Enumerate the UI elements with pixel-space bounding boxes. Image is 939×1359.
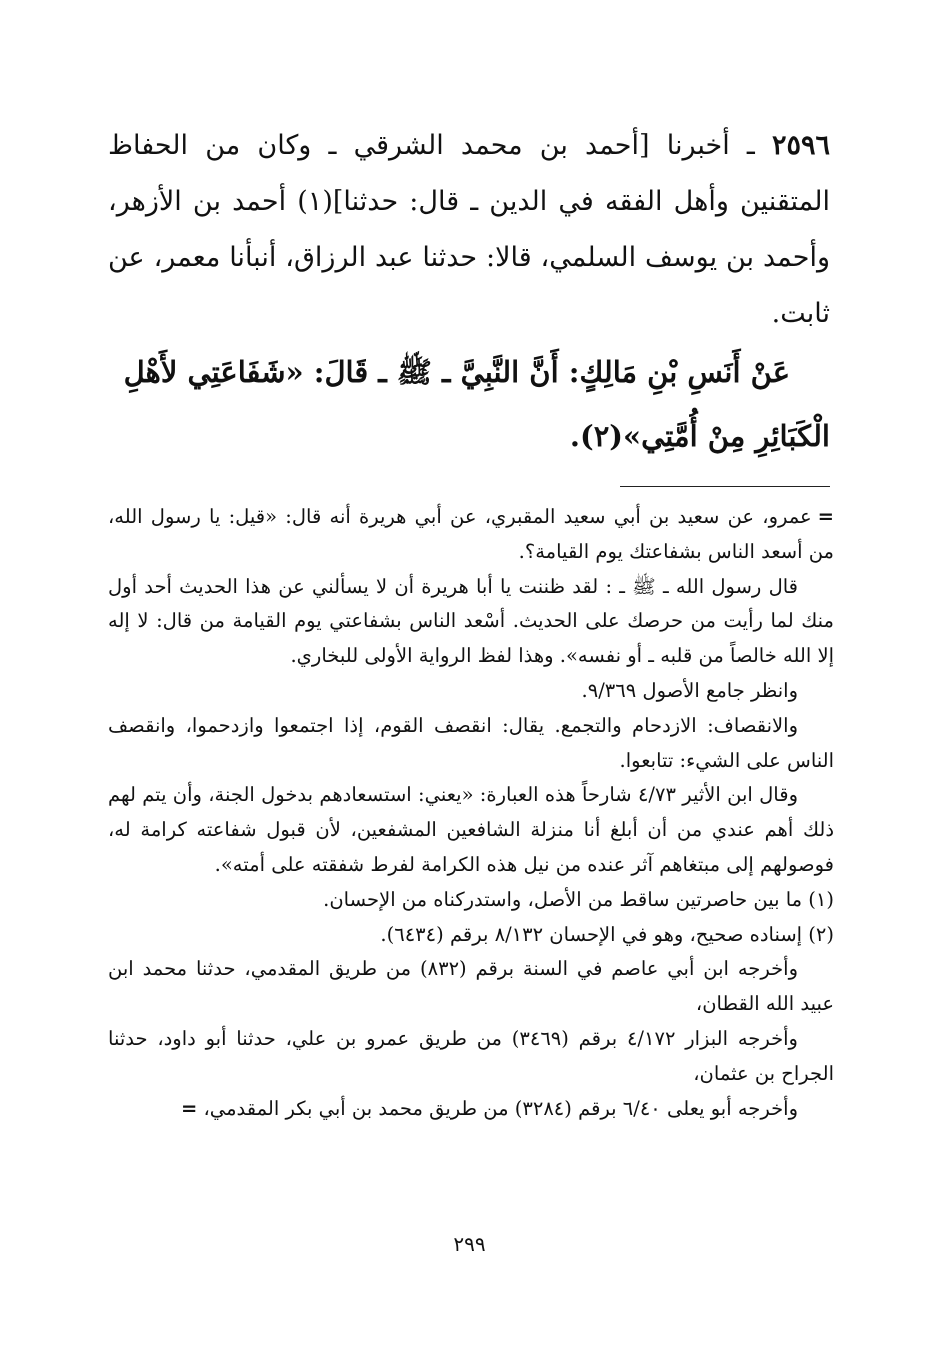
hadith-matn: عَنْ أَنَسِ بْنِ مَالِكٍ: أَنَّ النَّبِيَّ ـ ﷺ ـ قَالَ: «شَفَاعَتِي لأَهْلِ الْكَبَائِرِ مِنْ أُمَّتِي»(٢). xyxy=(123,355,830,453)
footnote-paragraph: والانقصاف: الازدحام والتجمع. يقال: انقصف القوم، إذا اجتمعوا وازدحموا، وانقصف الناس على الشيء: تتابعوا. xyxy=(108,713,834,772)
footnote-paragraph: وأخرجه البزار ٤/١٧٢ برقم (٣٤٦٩) من طريق عمرو بن علي، حدثنا أبو داود، حدثنا الجراح بن عثمان، xyxy=(108,1026,834,1085)
footnote-paragraph: وانظر جامع الأصول ٩/٣٦٩. xyxy=(581,678,798,702)
page-number: ٢٩٩ xyxy=(453,1232,486,1256)
footnote-paragraph: قال رسول الله ـ ﷺ ـ : لقد ظننت يا أبا هريرة أن لا يسألني عن هذا الحديث أحد أول منك لما رأيت من حرصك على الحديث. أسْعد الناس بشفاعتي يوم القيامة من قال: لا إله إلا الله خالصاً من قلبه ـ أو نفسه». وهذا لفظ الرواية الأولى للبخاري. xyxy=(108,574,834,668)
main-text xyxy=(108,118,830,342)
hadith-number: ٢٥٩٦ xyxy=(771,130,830,161)
footnote-paragraph: وأخرجه أبو يعلى ٦/٤٠ برقم (٣٢٨٤) من طريق محمد بن أبي بكر المقدمي، = xyxy=(108,1092,834,1127)
footnote-separator xyxy=(620,486,830,487)
footnote-paragraph: وقال ابن الأثير ٤/٧٣ شارحاً هذه العبارة: «يعني: استسعادهم بدخول الجنة، وأن يتم لهم ذلك أهم عندي من أن أبلغ أنا منزلة الشافعين المشفعين، لأن قبول شفاعته كرامة له، فوصولهم إلى مبتغاهم آثر عنده من نيل هذه الكرامة لفرط شفقته على أمته». xyxy=(108,783,834,876)
footnote-paragraph: وأخرجه ابن أبي عاصم في السنة برقم (٨٣٢) من طريق المقدمي، حدثنا محمد ابن عبيد الله القطان، xyxy=(108,957,834,1016)
continuation-mark: = xyxy=(817,505,834,528)
narration-paragraph xyxy=(108,118,830,342)
footnote-paragraph: =عمرو، عن سعيد بن أبي سعيد المقبري، عن أبي هريرة أنه قال: «قيل: يا رسول الله، من أسعد الناس بشفاعتك يوم القيامة؟. xyxy=(108,505,834,563)
footnotes xyxy=(108,500,834,1126)
footnote-2: (٢) إسناده صحيح، وهو في الإحسان ٨/١٣٢ برقم (٦٤٣٤). xyxy=(380,922,834,946)
footnote-1: (١) ما بين حاصرتين ساقط من الأصل، واستدركناه من الإحسان. xyxy=(323,887,834,911)
continuation-mark: = xyxy=(180,1096,198,1120)
isnad-text: ـ أخبرنا [أحمد بن محمد الشرقي ـ وكان من الحفاظ المتقنين وأهل الفقه في الدين ـ قال: حدثنا](١) أحمد بن الأزهر، وأحمد بن يوسف السلمي، قالا: حدثنا عبد الرزاق، أنبأنا معمر، عن ثابت. xyxy=(108,130,830,329)
